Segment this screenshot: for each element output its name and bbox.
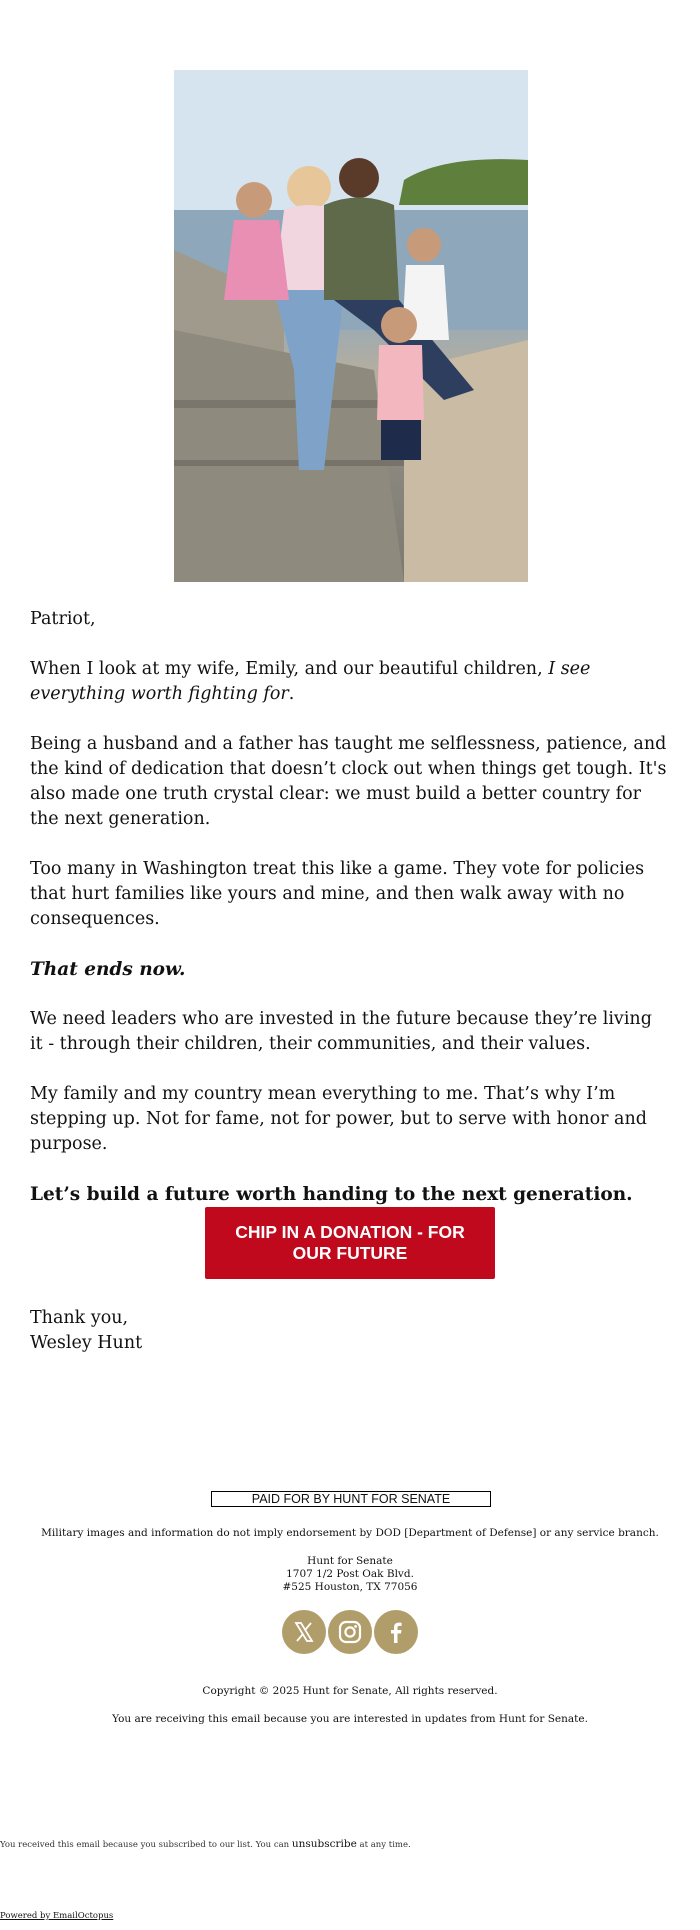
footer-org: Hunt for Senate bbox=[307, 1555, 393, 1567]
footer-address-1: 1707 1/2 Post Oak Blvd. bbox=[286, 1568, 414, 1580]
facebook-icon bbox=[383, 1619, 409, 1645]
paragraph-4: That ends now. bbox=[30, 959, 186, 980]
paragraph-5: We need leaders who are invested in the future because they’re living it - through their children, their communities, and their values. bbox=[30, 1009, 652, 1054]
paid-for-notice: PAID FOR BY HUNT FOR SENATE bbox=[211, 1491, 491, 1507]
paragraph-1 bbox=[30, 657, 670, 707]
signoff bbox=[30, 1306, 142, 1356]
family-photo-illustration bbox=[174, 70, 528, 582]
paragraph-1-emphasis: I see everything worth fighting for bbox=[30, 659, 591, 704]
social-links bbox=[282, 1610, 418, 1656]
paragraph-1-text: When I look at my wife, Emily, and our beautiful children, bbox=[30, 659, 549, 679]
signoff-name: Wesley Hunt bbox=[30, 1333, 143, 1353]
paragraph-6: My family and my country mean everything to me. That’s why I’m stepping up. Not for fame, not for power, but to serve with honor and purpose. bbox=[30, 1084, 647, 1154]
dod-disclaimer: Military images and information do not imply endorsement by DOD [Department of Defense] or any service branch. bbox=[41, 1527, 659, 1539]
receiving-notice: You are receiving this email because you are interested in updates from Hunt for Senate. bbox=[112, 1713, 588, 1725]
instagram-link[interactable] bbox=[328, 1610, 372, 1654]
donate-button[interactable] bbox=[205, 1207, 495, 1279]
greeting: Patriot, bbox=[30, 609, 96, 629]
copyright: Copyright © 2025 Hunt for Senate, All rights reserved. bbox=[202, 1685, 498, 1697]
letter-body bbox=[30, 607, 670, 1232]
x-icon bbox=[291, 1619, 317, 1645]
powered-by-link[interactable]: Powered by EmailOctopus bbox=[0, 1911, 114, 1921]
signoff-thanks: Thank you, bbox=[30, 1308, 129, 1328]
unsubscribe-prefix: You received this email because you subscribed to our list. You can bbox=[0, 1840, 292, 1850]
facebook-link[interactable] bbox=[374, 1610, 418, 1654]
hero-family-photo bbox=[174, 70, 528, 582]
unsubscribe-link[interactable]: unsubscribe bbox=[291, 1838, 357, 1850]
donate-button-label: CHIP IN A DONATION - FOR OUR FUTURE bbox=[235, 1222, 465, 1263]
unsubscribe-line bbox=[0, 1838, 411, 1850]
paragraph-1-end: . bbox=[288, 684, 295, 704]
instagram-icon bbox=[337, 1619, 363, 1645]
paragraph-3: Too many in Washington treat this like a game. They vote for policies that hurt families like yours and mine, and then walk away with no consequences. bbox=[30, 859, 645, 929]
unsubscribe-suffix: at any time. bbox=[356, 1840, 411, 1850]
x-link[interactable] bbox=[282, 1610, 326, 1654]
footer-address-2: #525 Houston, TX 77056 bbox=[282, 1581, 418, 1593]
paragraph-7: Let’s build a future worth handing to the next generation. bbox=[30, 1184, 633, 1205]
paragraph-2: Being a husband and a father has taught me selflessness, patience, and the kind of dedication that doesn’t clock out when things get tough. It's also made one truth crystal clear: we must build a better country for the next generation. bbox=[30, 734, 667, 829]
